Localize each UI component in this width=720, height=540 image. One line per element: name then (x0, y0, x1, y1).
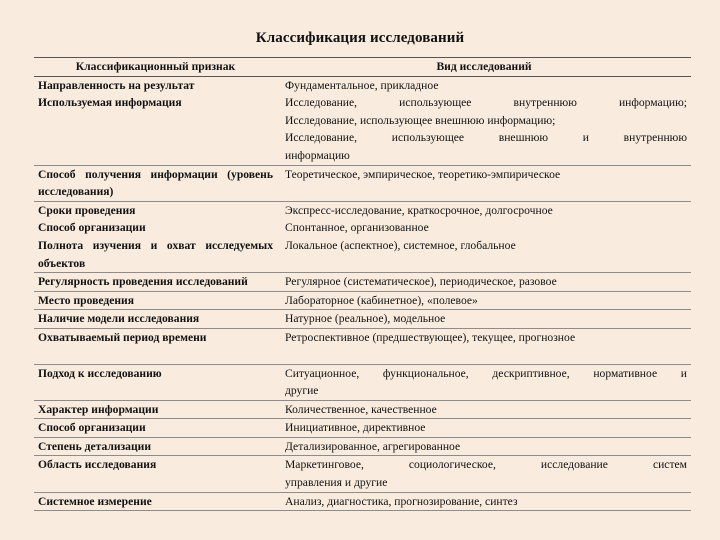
kind-line: Маркетинговое, социологическое, исследование систем (285, 458, 687, 472)
kind-line: Локальное (аспектное), системное, глобальное (285, 238, 516, 252)
kind-line: Количественное, качественное (285, 402, 437, 416)
kind-cell (277, 219, 691, 237)
feature-cell: Направленность на результат (38, 78, 195, 92)
table-row (34, 310, 691, 329)
feature-cell: Способ получения информации (уровень исследования) (34, 165, 277, 201)
table-header-row (34, 58, 691, 77)
kind-line: Анализ, диагностика, прогнозирование, синтез (285, 494, 518, 508)
table-row (34, 400, 691, 419)
table-row (34, 328, 691, 364)
table-row (34, 492, 691, 511)
kind-cell (277, 237, 691, 273)
feature-cell: Степень детализации (34, 437, 277, 456)
header-feature: Классификационный признак (34, 58, 277, 77)
table-row (34, 237, 691, 273)
kind-line: Спонтанное, организованное (285, 221, 429, 235)
header-kind: Вид исследований (277, 58, 691, 77)
feature-cell: Регулярность проведения исследований (34, 273, 277, 292)
feature-cell: Полнота изучения и охват исследуемых объектов (38, 238, 273, 270)
table-row (34, 201, 691, 219)
feature-cell: Место проведения (34, 291, 277, 310)
classification-table (34, 57, 691, 511)
kind-cell (277, 291, 691, 310)
table-row (34, 76, 691, 94)
feature-cell: Характер информации (34, 400, 277, 419)
table-row (34, 456, 691, 492)
table-row (34, 419, 691, 438)
classification-table-container (34, 57, 691, 511)
feature-cell: Сроки проведения (34, 201, 277, 219)
kind-line: Фундаментальное, прикладное (285, 78, 439, 92)
kind-cell (277, 165, 691, 201)
kind-line: Инициативное, директивное (285, 421, 426, 435)
kind-cell (277, 328, 691, 364)
feature-cell: Область исследования (34, 456, 277, 492)
kind-cell (277, 492, 691, 511)
kind-line: информацию (285, 148, 350, 162)
table-row (34, 273, 691, 292)
kind-line: Регулярное (систематическое), периодическое, разовое (285, 275, 557, 289)
table-row (34, 364, 691, 400)
kind-cell (277, 76, 691, 94)
kind-line: Экспресс-исследование, краткосрочное, долгосрочное (285, 203, 553, 217)
kind-cell (277, 456, 691, 492)
page-title: Классификация исследований (255, 30, 465, 46)
kind-cell (277, 201, 691, 219)
kind-line: Ретроспективное (предшествующее), текущее, прогнозное (285, 330, 576, 344)
kind-line: Исследование, использующее внешнюю информацию; (285, 113, 556, 127)
kind-cell (277, 94, 691, 165)
feature-cell: Способ организации (38, 221, 146, 235)
kind-cell (277, 437, 691, 456)
kind-line: управления и другие (285, 476, 388, 490)
feature-cell: Способ организации (34, 419, 277, 438)
kind-line: другие (285, 384, 319, 398)
kind-line: Теоретическое, эмпирическое, теоретико-эмпирическое (285, 167, 561, 181)
kind-cell (277, 364, 691, 400)
kind-cell (277, 273, 691, 292)
table-row (34, 437, 691, 456)
table-row (34, 291, 691, 310)
feature-cell: Охватываемый период времени (34, 328, 277, 364)
feature-cell: Используемая информация (38, 96, 182, 110)
table-row (34, 219, 691, 237)
kind-line: Лабораторное (кабинетное), «полевое» (285, 293, 478, 307)
kind-line: Исследование, использующее внешнюю и внутреннюю (285, 131, 687, 145)
kind-line: Натурное (реальное), модельное (285, 312, 446, 326)
kind-line: Детализированное, агрегированное (285, 439, 461, 453)
kind-cell (277, 419, 691, 438)
feature-cell: Системное измерение (34, 492, 277, 511)
table-row (34, 165, 691, 201)
feature-cell: Подход к исследованию (34, 364, 277, 400)
kind-cell (277, 310, 691, 329)
kind-line: Ситуационное, функциональное, дескриптивное, нормативное и (285, 366, 687, 380)
kind-line: Исследование, использующее внутреннюю информацию; (285, 96, 687, 110)
kind-cell (277, 400, 691, 419)
table-row (34, 94, 691, 165)
feature-cell: Наличие модели исследования (34, 310, 277, 329)
